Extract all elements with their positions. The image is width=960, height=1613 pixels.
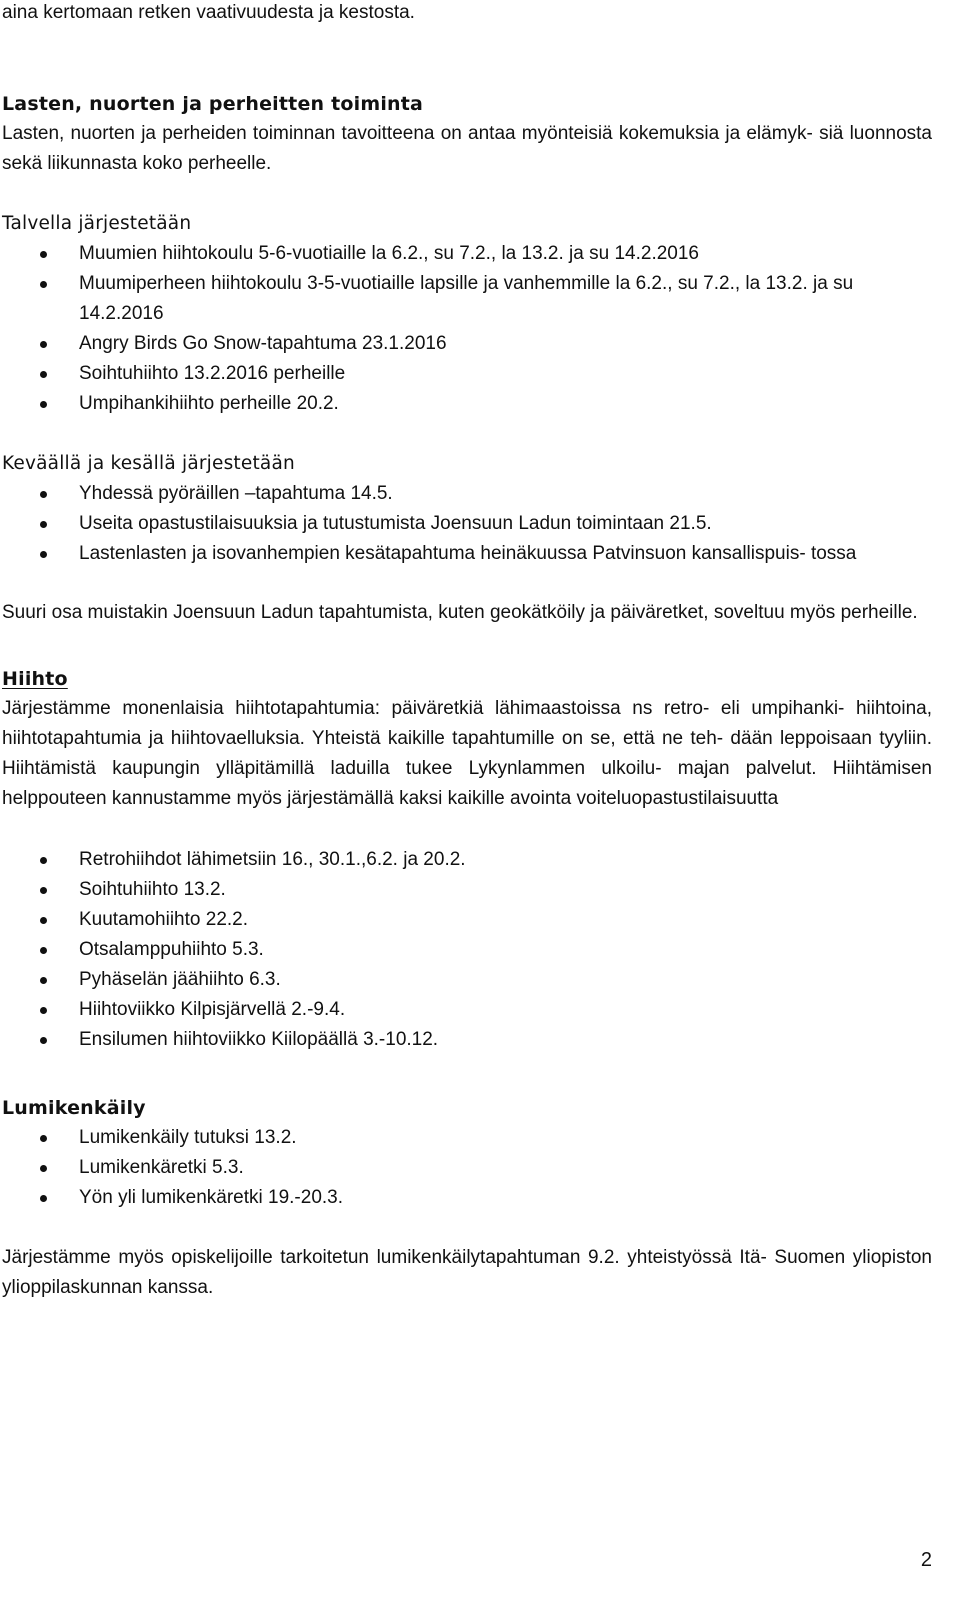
list-item: Lastenlasten ja isovanhempien kesätapahtuma heinäkuussa Patvinsuon kansallispuis- tossa xyxy=(2,539,932,569)
list-item: Umpihankihiihto perheille 20.2. xyxy=(2,389,932,419)
list-item: Muumien hiihtokoulu 5-6-vuotiaille la 6.2., su 7.2., la 13.2. ja su 14.2.2016 xyxy=(2,239,932,269)
list-item: Lumikenkäretki 5.3. xyxy=(2,1153,932,1183)
snowshoe-list xyxy=(2,1123,932,1213)
list-item: Soihtuhiihto 13.2. xyxy=(2,875,932,905)
family-heading: Lasten, nuorten ja perheitten toiminta xyxy=(2,93,424,115)
list-item: Useita opastustilaisuuksia ja tutustumista Joensuun Ladun toimintaan 21.5. xyxy=(2,509,932,539)
skiing-list xyxy=(2,845,932,1055)
list-item: Retrohiihdot lähimetsiin 16., 30.1.,6.2. ja 20.2. xyxy=(2,845,932,875)
list-item: Angry Birds Go Snow-tapahtuma 23.1.2016 xyxy=(2,329,932,359)
list-item: Lumikenkäily tutuksi 13.2. xyxy=(2,1123,932,1153)
spring-heading: Keväällä ja kesällä järjestetään xyxy=(2,453,295,474)
list-item: Pyhäselän jäähiihto 6.3. xyxy=(2,965,932,995)
snowshoe-heading: Lumikenkäily xyxy=(2,1097,146,1119)
list-item: Yhdessä pyöräillen –tapahtuma 14.5. xyxy=(2,479,932,509)
family-text: Lasten, nuorten ja perheiden toiminnan tavoitteena on antaa myönteisiä kokemuksia ja elämyk- siä luonnosta sekä liikunnasta koko perheelle. xyxy=(2,123,932,174)
winter-heading: Talvella järjestetään xyxy=(2,213,192,234)
list-item: Soihtuhiihto 13.2.2016 perheille xyxy=(2,359,932,389)
snowshoe-text: Järjestämme myös opiskelijoille tarkoitetun lumikenkäilytapahtuman 9.2. yhteistyössä Itä- Suomen yliopiston ylioppilaskunnan kanssa. xyxy=(2,1247,932,1298)
list-item: Kuutamohiihto 22.2. xyxy=(2,905,932,935)
list-item: Yön yli lumikenkäretki 19.-20.3. xyxy=(2,1183,932,1213)
skiing-heading: Hiihto xyxy=(2,668,68,690)
list-item: Otsalamppuhiihto 5.3. xyxy=(2,935,932,965)
page-number: 2 xyxy=(920,1549,932,1571)
document-page xyxy=(2,0,932,1303)
list-item: Hiihtoviikko Kilpisjärvellä 2.-9.4. xyxy=(2,995,932,1025)
events-note: Suuri osa muistakin Joensuun Ladun tapahtumista, kuten geokätköily ja päiväretket, soveltuu myös perheille. xyxy=(2,602,918,623)
skiing-text: Järjestämme monenlaisia hiihtotapahtumia: päiväretkiä lähimaastoissa ns retro- eli umpihanki- hiihtoina, hiihtotapahtumia ja hiihtovaelluksia. Yhteistä kaikille tapahtumille on se, että ne teh- dään leppoisaan tyyliin. Hiihtämistä kaupungin ylläpitämillä laduilla tukee Lykynlammen ulkoilu- majan palvelut. Hiihtämisen helppouteen kannustamme myös järjestämällä kaksi kaikille avointa voiteluopastustilaisuutta xyxy=(2,698,932,809)
list-item: Muumiperheen hiihtokoulu 3-5-vuotiaille lapsille ja vanhemmille la 6.2., su 7.2., la 13.2. ja su 14.2.2016 xyxy=(2,269,932,329)
intro-line: aina kertomaan retken vaativuudesta ja kestosta. xyxy=(2,2,415,23)
winter-list xyxy=(2,239,932,419)
list-item: Ensilumen hiihtoviikko Kiilopäällä 3.-10.12. xyxy=(2,1025,932,1055)
spring-list xyxy=(2,479,932,569)
